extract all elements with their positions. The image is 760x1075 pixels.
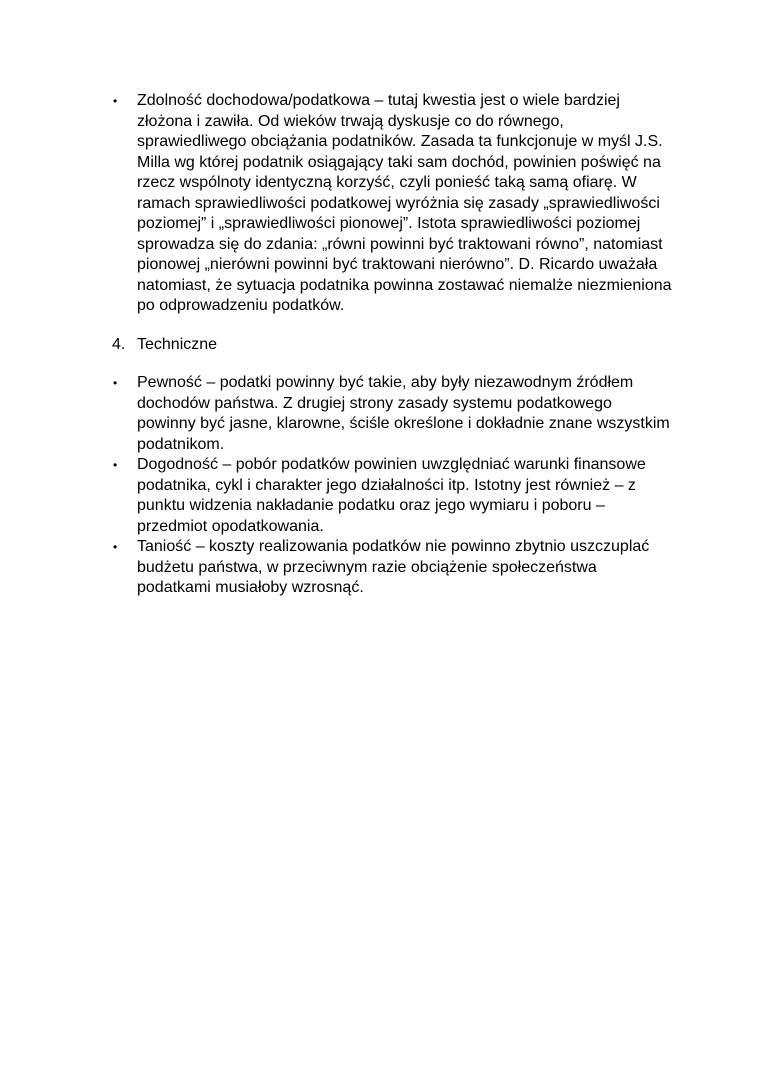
bullet-list-technical (112, 373, 672, 599)
section-heading (112, 335, 672, 356)
list-item-text: Pewność – podatki powinny być takie, aby były niezawodnym źródłem dochodów państwa. Z drugiej strony zasady systemu podatkowego powinny być jasne, klarowne, ściśle określone i dokładnie znane wszystkim podatnikom. (137, 374, 670, 453)
list-item-text: Taniość – koszty realizowania podatków nie powinno zbytnio uszczuplać budżetu państwa, w przeciwnym razie obciążenie społeczeństwa podatkami musiałoby wzrosnąć. (137, 538, 650, 596)
list-item-text: Dogodność – pobór podatków powinien uwzględniać warunki finansowe podatnika, cykl i charakter jego działalności itp. Istotny jest również – z punktu widzenia nakładanie podatku oraz jego wymiaru i poboru – przedmiot opodatkowania. (137, 456, 646, 535)
list-item (112, 373, 672, 455)
bullet-icon: • (113, 376, 118, 390)
bullet-icon: • (113, 540, 118, 554)
list-item (112, 91, 672, 317)
section-title: Techniczne (137, 335, 218, 353)
bullet-list-ability-to-pay (112, 91, 672, 317)
list-item (112, 455, 672, 537)
document-content (112, 91, 672, 599)
list-item-text: Zdolność dochodowa/podatkowa – tutaj kwestia jest o wiele bardziej złożona i zawiła. Od wieków trwają dyskusje co do równego, sprawiedliwego obciążania podatników. Zasada ta funkcjonuje w myśl J.S. Milla wg której podatnik osiągający taki sam dochód, powinien poświęć na rzecz wspólnoty identyczną korzyść, czyli ponieść taką samą ofiarę. W ramach sprawiedliwości podatkowej wyróżnia się zasady „sprawiedliwości poziomej” i „sprawiedliwości pionowej”. Istota sprawiedliwości poziomej sprowadza się do zdania: „równi powinni być traktowani równo”, natomiast pionowej „nierówni powinni być traktowani nierówno”. D. Ricardo uważała natomiast, że sytuacja podatnika powinna zostawać niemalże niezmieniona po odprowadzeniu podatków. (137, 92, 672, 314)
bullet-icon: • (113, 458, 118, 472)
bullet-icon: • (113, 94, 118, 108)
list-item (112, 537, 672, 599)
section-number: 4. (112, 335, 126, 353)
